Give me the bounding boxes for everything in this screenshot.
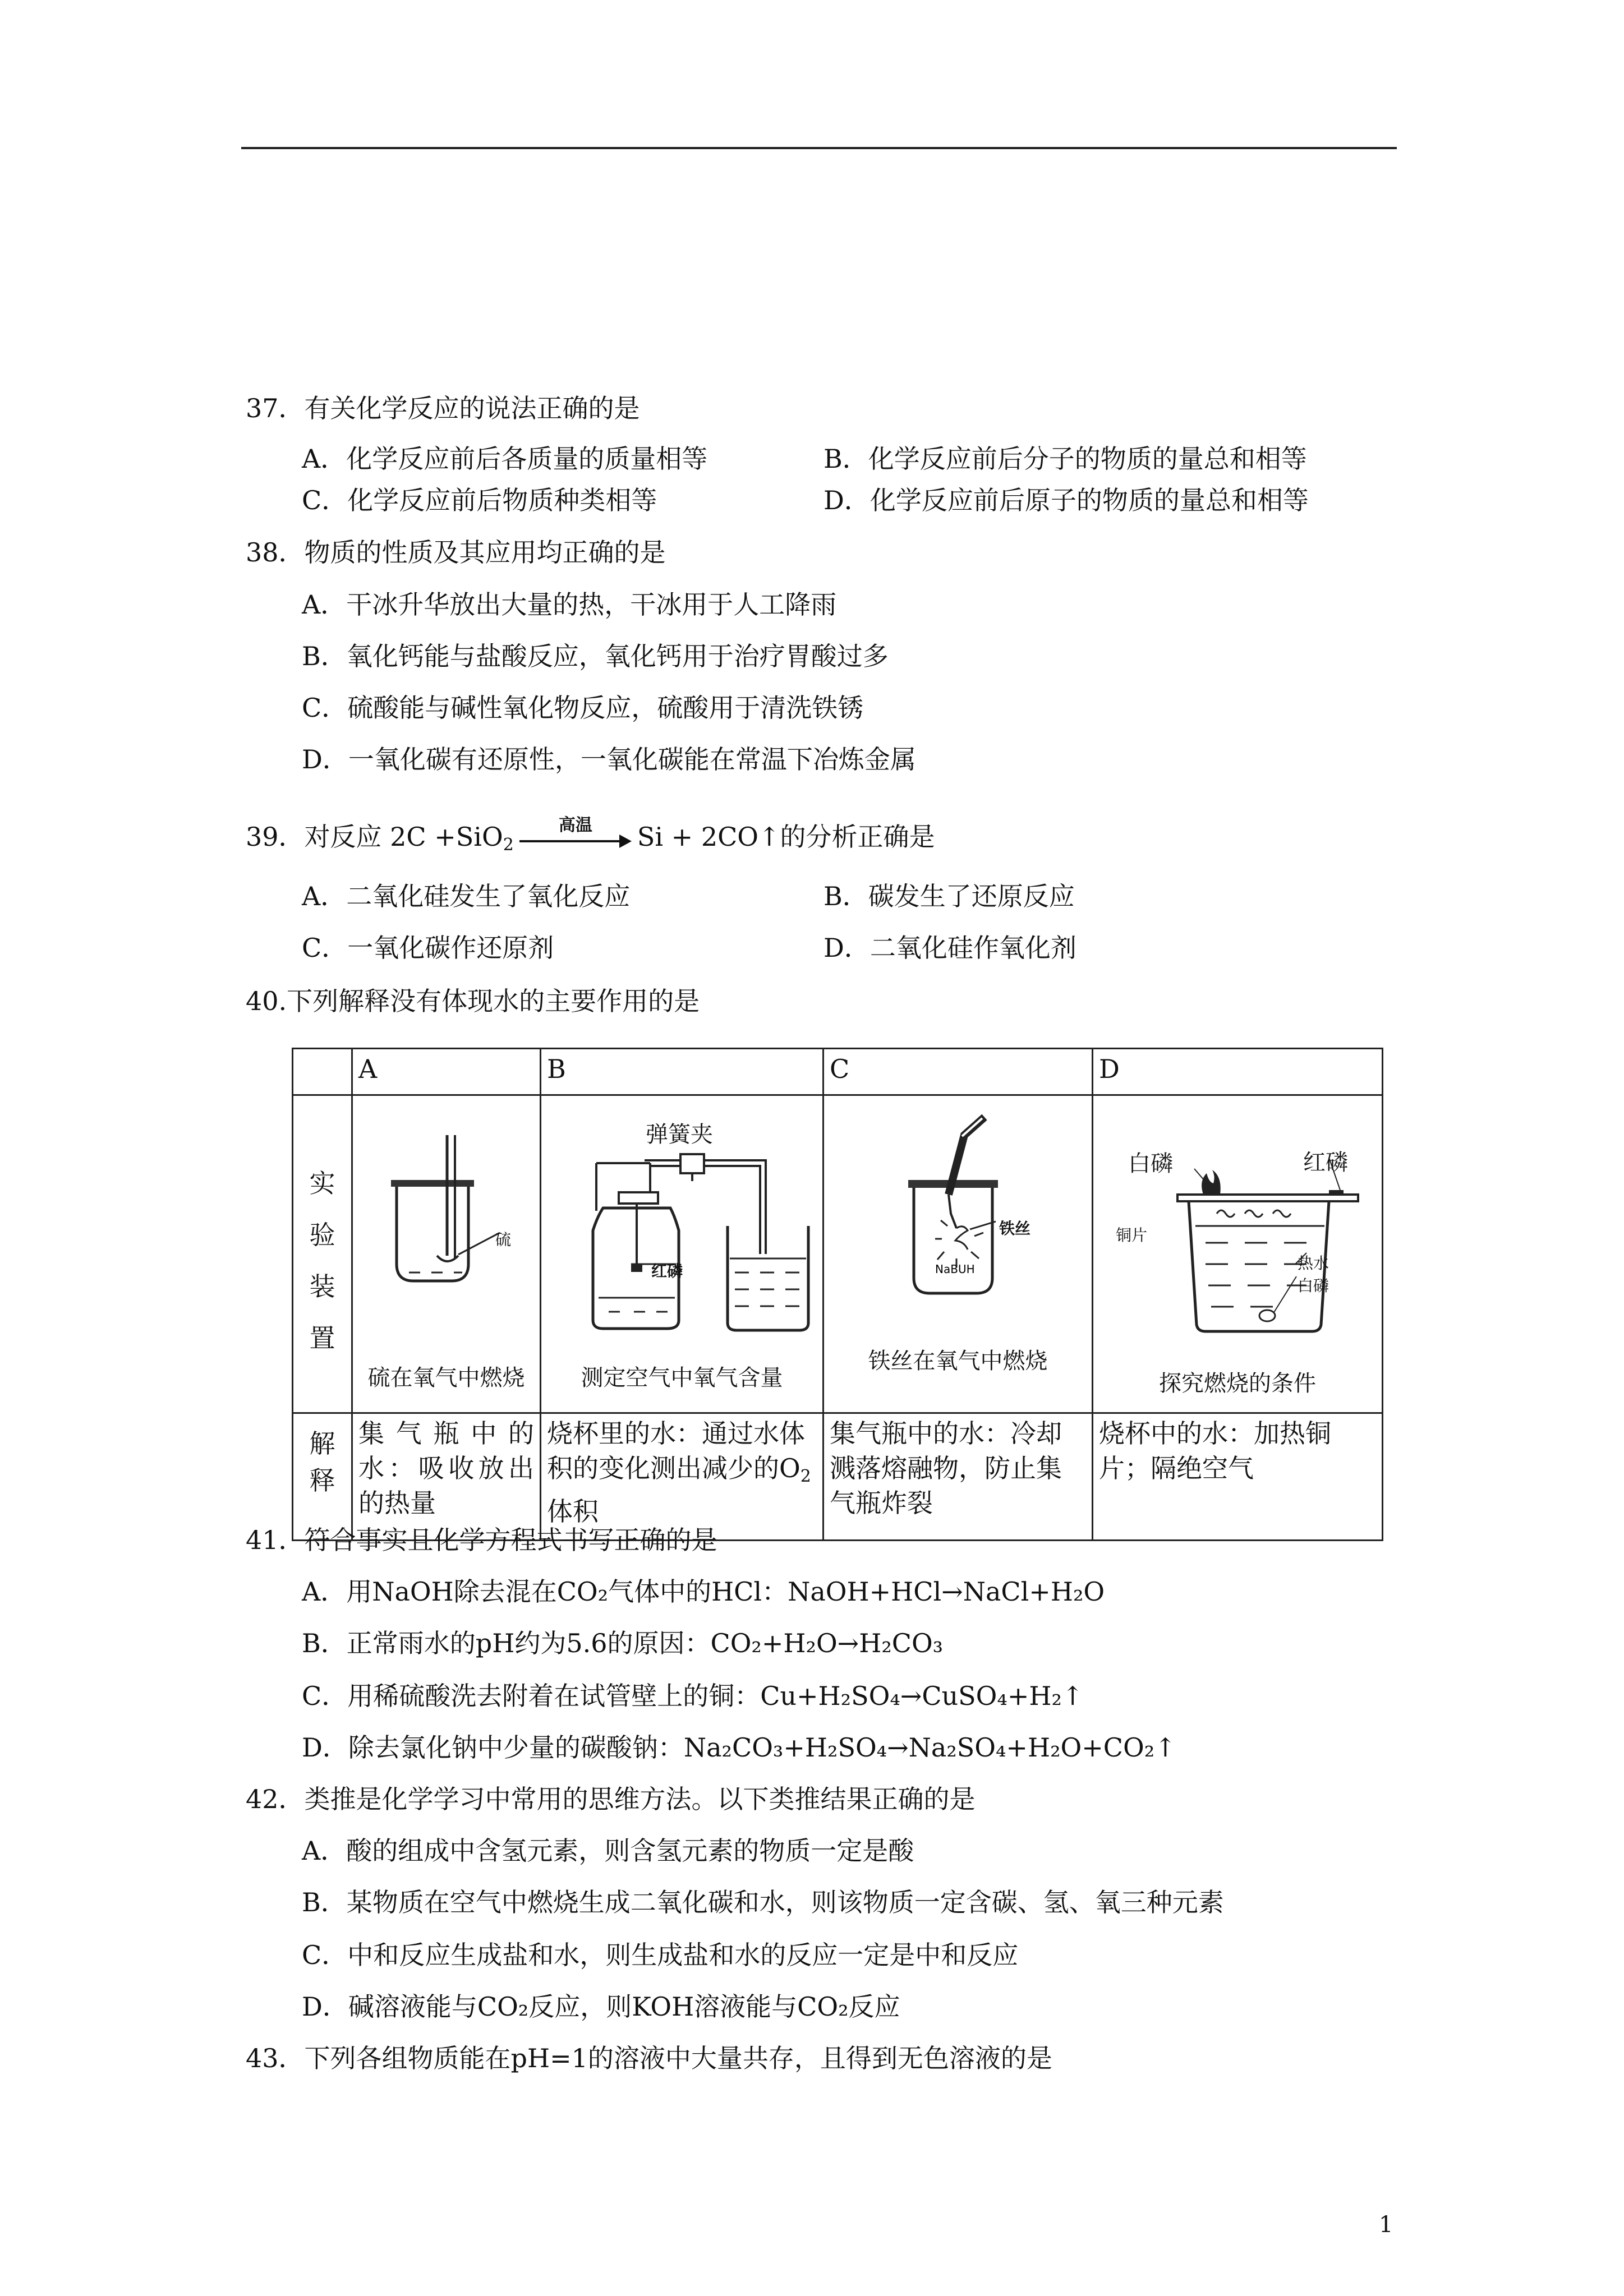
q39-option-d: D．二氧化硅作氧化剂: [823, 933, 1076, 963]
explanation-b-post: 体积: [547, 1496, 599, 1527]
label-red-phosphorus: 红磷: [651, 1262, 683, 1280]
explanation-d: 烧杯中的水：加热铜片；隔绝空气: [1093, 1413, 1383, 1541]
explanation-b-pre: 烧杯里的水：通过水体积的变化测出减少的O: [547, 1418, 805, 1483]
q39-stem: [246, 815, 935, 862]
experiment-table: [292, 1048, 1383, 1541]
q39-option-b: B．碳发生了还原反应: [823, 881, 1075, 911]
explanation-row: [293, 1413, 1383, 1541]
q38-option-a: A．干冰升华放出大量的热，干冰用于人工降雨: [302, 589, 837, 620]
label-red-phosphorus-d: 红磷: [1303, 1150, 1348, 1175]
header-a: A: [352, 1049, 541, 1095]
label-hot-water: 热水: [1298, 1254, 1329, 1273]
label-copper-sheet: 铜片: [1116, 1226, 1148, 1244]
q40-stem: 40.下列解释没有体现水的主要作用的是: [246, 986, 700, 1016]
q39-stem-sub: 2: [503, 835, 514, 855]
reaction-arrow-icon: [519, 815, 632, 850]
caption-a: 硫在氧气中燃烧: [367, 1365, 525, 1391]
apparatus-row: [293, 1095, 1383, 1413]
q39-option-a: A．二氧化硅发生了氧化反应: [302, 881, 631, 911]
q37-option-b: B．化学反应前后分子的物质的量总和相等: [823, 444, 1307, 474]
svg-text:NaBUH: NaBUH: [935, 1262, 975, 1276]
apparatus-a-cell: [352, 1095, 541, 1413]
row-label-explanation: [293, 1413, 352, 1541]
label-white-phosphorus-top: 白磷: [1128, 1151, 1173, 1177]
q39-option-c: C．一氧化碳作还原剂: [302, 933, 554, 963]
row-label-apparatus-text: 实验装置: [309, 1168, 335, 1353]
q37-stem: 37．有关化学反应的说法正确的是: [246, 393, 640, 423]
row-label-apparatus: [293, 1095, 352, 1413]
apparatus-d-cell: [1093, 1095, 1383, 1413]
table-header-row: [293, 1049, 1383, 1095]
q39-stem-pre: 39．对反应 2C +SiO: [246, 822, 503, 852]
sulfur-combustion-diagram: [353, 1096, 541, 1376]
label-iron-wire: 铁丝: [999, 1219, 1031, 1238]
q38-stem: 38．物质的性质及其应用均正确的是: [246, 537, 666, 568]
explanation-b: [541, 1413, 823, 1541]
q42-option-a: A．酸的组成中含氢元素，则含氢元素的物质一定是酸: [302, 1836, 914, 1866]
q41-stem: 41．符合事实且化学方程式书写正确的是: [246, 1525, 717, 1555]
q38-option-d: D．一氧化碳有还原性，一氧化碳能在常温下冶炼金属: [302, 744, 916, 774]
label-sulfur: 硫: [495, 1230, 512, 1249]
label-white-phosphorus-bottom: 白磷: [1298, 1276, 1329, 1295]
iron-wire-combustion-diagram: [824, 1096, 1093, 1376]
row-label-explanation-text: 解释: [309, 1428, 335, 1496]
header-d: D: [1093, 1049, 1383, 1095]
q41-option-b: B．正常雨水的pH约为5.6的原因：CO₂+H₂O→H₂CO₃: [302, 1628, 944, 1658]
q43-stem: 43．下列各组物质能在pH=1的溶液中大量共存，且得到无色溶液的是: [246, 2043, 1052, 2073]
apparatus-b-cell: [541, 1095, 823, 1413]
caption-c: 铁丝在氧气中燃烧: [868, 1348, 1048, 1374]
q37-option-c: C．化学反应前后物质种类相等: [302, 485, 657, 515]
q42-option-c: C．中和反应生成盐和水，则生成盐和水的反应一定是中和反应: [302, 1940, 1019, 1970]
header-rule: [241, 147, 1397, 149]
page-number: 1: [1379, 2212, 1393, 2238]
q41-option-a: A．用NaOH除去混在CO₂气体中的HCl：NaOH+HCl→NaCl+H₂O: [302, 1576, 1105, 1607]
explanation-b-sub: 2: [800, 1467, 811, 1486]
q42-stem: 42．类推是化学学习中常用的思维方法。以下类推结果正确的是: [246, 1784, 976, 1814]
q42-option-b: B．某物质在空气中燃烧生成二氧化碳和水，则该物质一定含碳、氢、氧三种元素: [302, 1887, 1224, 1917]
table-corner-cell: [293, 1049, 352, 1095]
label-spring-clamp: 弹簧夹: [646, 1122, 713, 1147]
q39-stem-post: Si + 2CO↑的分析正确是: [637, 822, 935, 852]
caption-d: 探究燃烧的条件: [1159, 1371, 1316, 1396]
apparatus-c-cell: [823, 1095, 1093, 1413]
explanation-a: 集气瓶中的水：吸收放出的热量: [352, 1413, 541, 1541]
q41-option-d: D．除去氯化钠中少量的碳酸钠：Na₂CO₃+H₂SO₄→Na₂SO₄+H₂O+CO₂↑: [302, 1732, 1176, 1763]
caption-b: 测定空气中氧气含量: [581, 1365, 783, 1391]
header-b: B: [541, 1049, 823, 1095]
reaction-condition: 高温: [558, 815, 592, 835]
header-c: C: [823, 1049, 1093, 1095]
q41-option-c: C．用稀硫酸洗去附着在试管壁上的铜：Cu+H₂SO₄→CuSO₄+H₂↑: [302, 1681, 1084, 1711]
q37-option-a: A．化学反应前后各质量的质量相等: [302, 444, 708, 474]
q38-option-b: B．氧化钙能与盐酸反应，氧化钙用于治疗胃酸过多: [302, 641, 889, 671]
q37-option-d: D．化学反应前后原子的物质的量总和相等: [823, 485, 1309, 515]
q42-option-d: D．碱溶液能与CO₂反应，则KOH溶液能与CO₂反应: [302, 1991, 900, 2022]
q38-option-c: C．硫酸能与碱性氧化物反应，硫酸用于清洗铁锈: [302, 693, 864, 723]
explanation-c: 集气瓶中的水：冷却溅落熔融物，防止集气瓶炸裂: [823, 1413, 1093, 1541]
